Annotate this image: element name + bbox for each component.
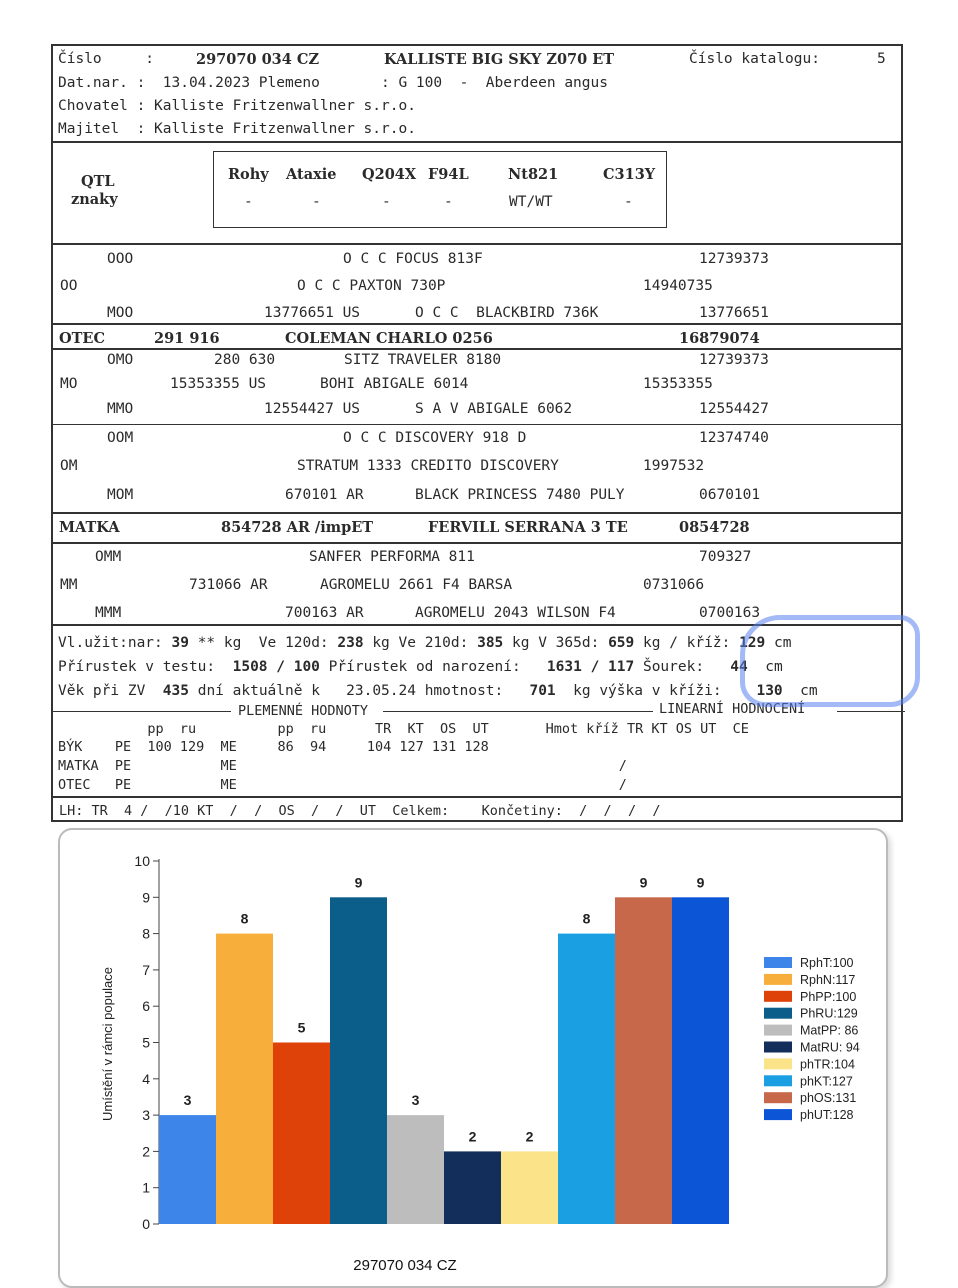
pedigree-code: MMM <box>95 605 122 621</box>
legend-label: PhRU:129 <box>800 1006 858 1021</box>
bar-value-label: 9 <box>639 874 648 891</box>
bar <box>558 934 615 1224</box>
y-tick-label: 4 <box>142 1070 150 1087</box>
pedigree-name: BOHI ABIGALE 6014 <box>320 376 469 392</box>
pedigree-name: S A V ABIGALE 6062 <box>415 401 573 417</box>
y-axis-label: Umístění v rámci populace <box>100 967 115 1121</box>
y-tick-label: 6 <box>142 998 150 1015</box>
qtl-label: QTL <box>81 173 115 190</box>
bar-value-label: 8 <box>582 910 591 927</box>
pedigree-name: BLACK PRINCESS 7480 PULY <box>415 487 625 503</box>
breeding-row-sire: OTEC PE ME / <box>58 777 627 793</box>
pedigree-code: OOM <box>107 430 134 446</box>
dam-number: 0854728 <box>679 519 750 536</box>
breeder-line: Chovatel : Kalliste Fritzenwallner s.r.o. <box>58 98 416 114</box>
breeding-row-dam: MATKA PE ME / <box>58 758 627 774</box>
sire-code: OTEC <box>59 330 106 347</box>
pedigree-name: O C C BLACKBIRD 736K <box>415 305 599 321</box>
legend-label: MatPP: 86 <box>800 1023 859 1038</box>
qtl-col-name: F94L <box>428 166 469 183</box>
sire-name: COLEMAN CHARLO 0256 <box>285 330 493 347</box>
legend-label: phUT:128 <box>800 1108 854 1123</box>
pedigree-name: O C C PAXTON 730P <box>297 278 446 294</box>
legend-swatch <box>764 957 792 968</box>
pedigree-reg: 700163 AR <box>285 605 364 621</box>
dam-code: MATKA <box>59 519 120 536</box>
legend-label: phKT:127 <box>800 1074 853 1089</box>
pedigree-number: 0700163 <box>699 605 761 621</box>
pedigree-reg: 12554427 US <box>264 401 361 417</box>
bar-value-label: 3 <box>411 1092 420 1109</box>
pedigree-code: OMM <box>95 549 122 565</box>
pedigree-reg: 15353355 US <box>170 376 267 392</box>
legend-label: RphN:117 <box>800 972 856 987</box>
qtl-col-value: - <box>244 194 253 210</box>
breeding-header-row: pp ru pp ru TR KT OS UT Hmot kříž TR KT OS UT CE <box>58 721 749 737</box>
divider <box>53 796 901 798</box>
linear-scores-line: LH: TR 4 / /10 KT / / OS / / UT Celkem: Končetiny: / / / / <box>59 803 661 819</box>
cislo-label: Číslo : <box>58 51 155 67</box>
y-tick-label: 7 <box>142 961 150 978</box>
pedigree-reg: 670101 AR <box>285 487 364 503</box>
birth-date-line: Dat.nar. : 13.04.2023 Plemeno : G 100 - Aberdeen angus <box>58 75 608 91</box>
divider <box>53 323 901 325</box>
qtl-table <box>213 151 667 228</box>
legend-swatch <box>764 1058 792 1069</box>
divider <box>53 424 901 425</box>
pedigree-code: OMO <box>107 352 134 368</box>
x-axis-label: 297070 034 CZ <box>353 1257 457 1274</box>
y-tick-label: 8 <box>142 925 150 942</box>
bar-value-label: 3 <box>183 1092 192 1109</box>
pedigree-name: AGROMELU 2661 F4 BARSA <box>320 577 513 593</box>
qtl-col-name: C313Y <box>603 166 656 183</box>
dam-name: FERVILL SERRANA 3 TE <box>428 519 628 536</box>
pedigree-name: AGROMELU 2043 WILSON F4 <box>415 605 616 621</box>
sire-number: 16879074 <box>679 330 760 347</box>
bar <box>672 897 729 1224</box>
pedigree-number: 12739373 <box>699 352 769 368</box>
legend-swatch <box>764 991 792 1002</box>
pedigree-number: 709327 <box>699 549 752 565</box>
bar <box>330 897 387 1224</box>
performance-line-2: Přírustek v testu: 1508 / 100 Přírustek od narození: 1631 / 117 Šourek: 44 cm <box>58 659 783 675</box>
breeding-row-bull: BÝK PE 100 129 ME 86 94 104 127 131 128 <box>58 739 489 755</box>
qtl-col-name: Q204X <box>362 166 417 183</box>
bar <box>387 1115 444 1224</box>
bar <box>159 1115 216 1224</box>
pedigree-code: MM <box>60 577 78 593</box>
pedigree-number: 0731066 <box>643 577 705 593</box>
qtl-col-value: - <box>624 194 633 210</box>
y-tick-label: 1 <box>142 1179 150 1196</box>
bar-value-label: 5 <box>297 1019 306 1036</box>
y-tick-label: 0 <box>142 1216 150 1232</box>
pedigree-code: MMO <box>107 401 134 417</box>
legend-swatch <box>764 1075 792 1086</box>
legend-swatch <box>764 1092 792 1103</box>
qtl-col-value: WT/WT <box>509 194 553 210</box>
dam-reg: 854728 AR /impET <box>221 519 374 536</box>
legend-label: RphT:100 <box>800 956 854 970</box>
y-tick-label: 5 <box>142 1034 150 1051</box>
y-tick-label: 2 <box>142 1143 150 1160</box>
y-tick-label: 10 <box>134 853 150 869</box>
pedigree-number: 12554427 <box>699 401 769 417</box>
pedigree-number: 13776651 <box>699 305 769 321</box>
divider <box>53 348 901 350</box>
sire-reg: 291 916 <box>154 330 220 347</box>
pedigree-number: 12739373 <box>699 251 769 267</box>
pedigree-code: OOO <box>107 251 134 267</box>
pedigree-name: O C C DISCOVERY 918 D <box>343 430 527 446</box>
pedigree-name: SITZ TRAVELER 8180 <box>344 352 502 368</box>
pedigree-number: 14940735 <box>643 278 713 294</box>
pedigree-number: 0670101 <box>699 487 761 503</box>
bar-chart <box>60 830 886 1286</box>
bull-name: KALLISTE BIG SKY Z070 ET <box>384 51 615 68</box>
breeding-values-title: PLEMENNÉ HODNOTY <box>238 703 369 719</box>
handwritten-highlight-circle <box>740 615 920 707</box>
legend-label: phTR:104 <box>800 1057 855 1072</box>
bar <box>216 934 273 1224</box>
divider <box>53 711 231 712</box>
pedigree-name: STRATUM 1333 CREDITO DISCOVERY <box>297 458 559 474</box>
pedigree-code: MO <box>60 376 78 392</box>
pedigree-code: OO <box>60 278 78 294</box>
divider <box>837 711 905 712</box>
pedigree-code: MOO <box>107 305 134 321</box>
bar-value-label: 2 <box>525 1128 534 1145</box>
legend-swatch <box>764 1109 792 1120</box>
bar <box>444 1151 501 1224</box>
bar-value-label: 9 <box>354 874 363 891</box>
pedigree-number: 12374740 <box>699 430 769 446</box>
legend-swatch <box>764 974 792 985</box>
bull-number: 297070 034 CZ <box>196 51 320 68</box>
legend-label: PhPP:100 <box>800 989 857 1004</box>
bar <box>273 1043 330 1225</box>
divider <box>53 512 901 514</box>
qtl-col-value: - <box>312 194 321 210</box>
chart-panel <box>58 828 888 1288</box>
legend-label: phOS:131 <box>800 1091 857 1106</box>
pedigree-reg: 13776651 US <box>264 305 361 321</box>
bar <box>615 897 672 1224</box>
legend-swatch <box>764 1008 792 1019</box>
divider <box>53 542 901 544</box>
qtl-col-value: - <box>382 194 391 210</box>
divider <box>383 711 653 712</box>
katalog-label: Číslo katalogu: <box>689 51 820 67</box>
pedigree-code: OM <box>60 458 78 474</box>
performance-line-3: Věk při ZV 435 dní aktuálně k 23.05.24 hmotnost: 701 kg výška v kříži: 130 cm <box>58 683 818 699</box>
pedigree-reg: 280 630 <box>214 352 276 368</box>
pedigree-code: MOM <box>107 487 134 503</box>
pedigree-reg: 731066 AR <box>189 577 268 593</box>
bar-value-label: 8 <box>240 910 249 927</box>
bar-value-label: 9 <box>696 874 705 891</box>
bar-value-label: 2 <box>468 1128 477 1145</box>
pedigree-name: SANFER PERFORMA 811 <box>309 549 475 565</box>
legend-label: MatRU: 94 <box>800 1040 860 1055</box>
owner-line: Majitel : Kalliste Fritzenwallner s.r.o. <box>58 121 416 137</box>
linear-evaluation-title: LINEARNÍ HODNOCENÍ <box>659 701 806 717</box>
pedigree-number: 1997532 <box>643 458 705 474</box>
divider <box>53 243 901 245</box>
qtl-col-name: Ataxie <box>286 166 337 183</box>
qtl-label-2: znaky <box>71 191 118 208</box>
katalog-number: 5 <box>877 51 886 67</box>
y-tick-label: 9 <box>142 889 150 906</box>
pedigree-number: 15353355 <box>643 376 713 392</box>
y-tick-label: 3 <box>142 1107 150 1124</box>
qtl-col-name: Rohy <box>228 166 269 183</box>
qtl-col-name: Nt821 <box>508 166 559 183</box>
legend-swatch <box>764 1025 792 1036</box>
bar <box>501 1151 558 1224</box>
legend-swatch <box>764 1042 792 1053</box>
divider <box>53 141 901 143</box>
qtl-col-value: - <box>444 194 453 210</box>
pedigree-name: O C C FOCUS 813F <box>343 251 483 267</box>
performance-line-1: Vl.užit:nar: 39 ** kg Ve 120d: 238 kg Ve 210d: 385 kg V 365d: 659 kg / kříž: 129 cm <box>58 635 792 651</box>
